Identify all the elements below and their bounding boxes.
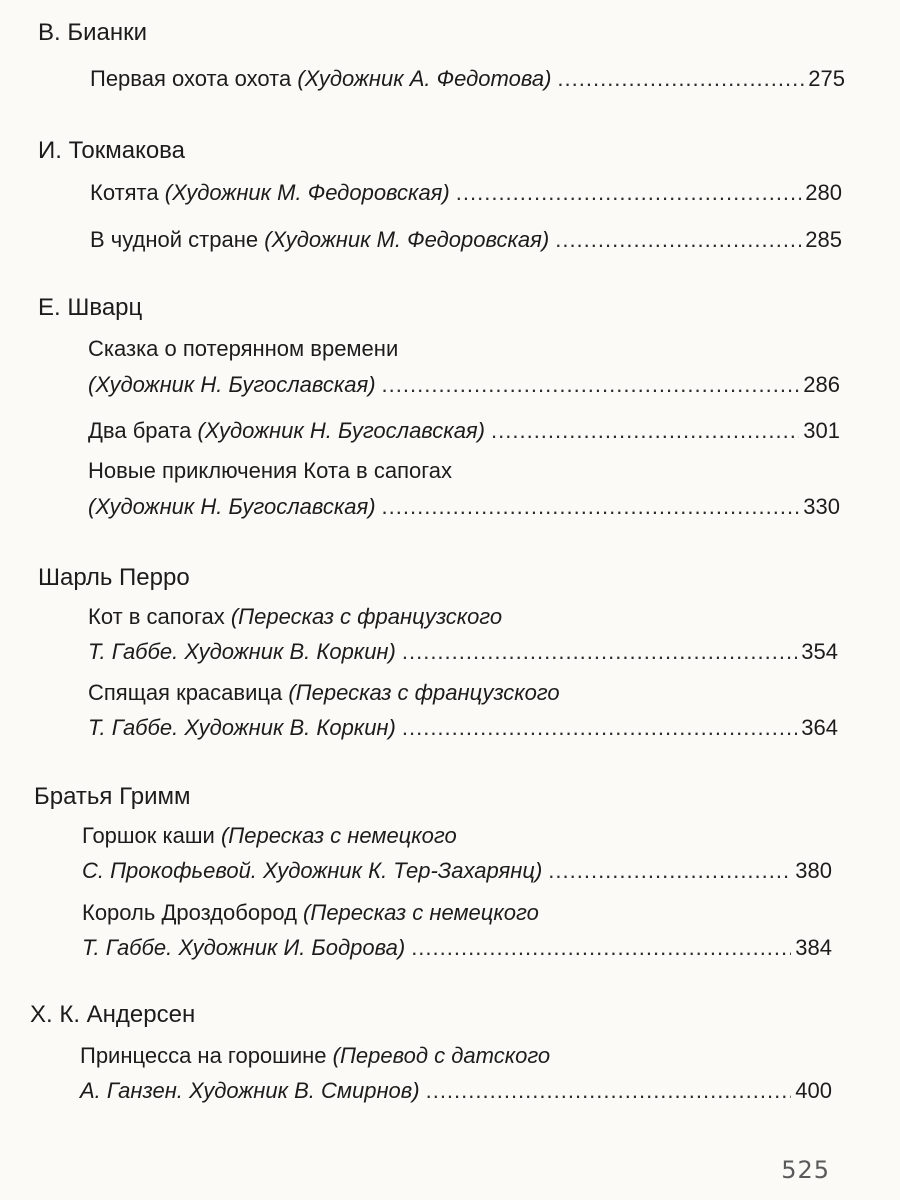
entry-title-line [88,678,560,708]
entry-page-number: 285 [805,227,842,252]
leader-dots [402,713,797,743]
leader-dots [557,64,804,94]
entry-note: (Художник М. Федоровская) [264,227,550,252]
entry-title: Кот в сапогах [88,604,225,629]
entry-page-number: 301 [803,418,840,443]
entry-note: Т. Габбе. Художник В. Коркин) [88,715,396,740]
toc-entry [90,64,845,94]
toc-entry [80,1076,832,1106]
leader-dots [411,933,791,963]
entry-page-number: 330 [803,494,840,519]
entry-title: Два брата [88,418,192,443]
leader-dots [426,1076,792,1106]
page-number: 525 [781,1156,830,1184]
toc-entry [90,225,842,255]
toc-entry [88,713,838,743]
toc-entry [88,492,840,522]
entry-page-number: 275 [808,66,845,91]
entry-title-line [82,821,457,851]
author-heading: Е. Шварц [38,294,143,321]
entry-note: С. Прокофьевой. Художник К. Тер-Захарянц) [82,858,543,883]
toc-entry [88,637,838,667]
entry-note: А. Ганзен. Художник В. Смирнов) [80,1078,420,1103]
entry-note: (Художник Н. Бугославская) [88,494,376,519]
author-heading: Шарль Перро [38,564,190,591]
leader-dots [555,225,801,255]
entry-note: Т. Габбе. Художник И. Бодрова) [82,935,406,960]
leader-dots [548,856,791,886]
author-heading: И. Токмакова [38,137,186,164]
toc-entry [82,933,832,963]
author-heading: В. Бианки [38,19,148,46]
entry-title: Спящая красавица [88,680,283,705]
entry-note: (Пересказ с немецкого [303,900,539,925]
author-heading: Братья Гримм [34,783,191,810]
entry-page-number: 354 [801,639,838,664]
entry-page-number: 286 [803,372,840,397]
entry-page-number: 380 [795,858,832,883]
entry-page-number: 384 [795,935,832,960]
entry-note: (Художник М. Федоровская) [164,180,450,205]
entry-title: В чудной стране [90,227,259,252]
toc-entry [88,370,840,400]
author-heading: Х. К. Андерсен [30,1001,196,1028]
entry-title-line [80,1041,550,1071]
leader-dots [491,416,799,446]
entry-note: (Перевод с датского [332,1043,551,1068]
leader-dots [402,637,797,667]
entry-title: Король Дроздобород [82,900,297,925]
entry-note: (Пересказ с французского [230,604,503,629]
entry-title: Котята [90,180,159,205]
toc-entry [82,856,832,886]
entry-note: (Пересказ с французского [288,680,560,705]
entry-note: (Художник А. Федотова) [297,66,552,91]
entry-page-number: 280 [805,180,842,205]
entry-title: Принцесса на горошине [80,1043,327,1068]
entry-title: Первая охота охота [90,66,292,91]
leader-dots [456,178,802,208]
entry-page-number: 364 [801,715,838,740]
entry-title: Сказка о потерянном времени [88,336,399,361]
entry-title-line [88,602,502,632]
entry-title-line [82,898,539,928]
toc-entry [90,178,842,208]
leader-dots [382,370,800,400]
entry-page-number: 400 [795,1078,832,1103]
entry-title: Горшок каши [82,823,215,848]
leader-dots [382,492,800,522]
entry-note: (Художник Н. Бугославская) [197,418,486,443]
entry-note: (Художник Н. Бугославская) [88,372,376,397]
entry-note: (Пересказ с немецкого [220,823,457,848]
toc-entry [88,416,840,446]
entry-note: Т. Габбе. Художник В. Коркин) [88,639,396,664]
entry-title: Новые приключения Кота в сапогах [88,458,452,483]
